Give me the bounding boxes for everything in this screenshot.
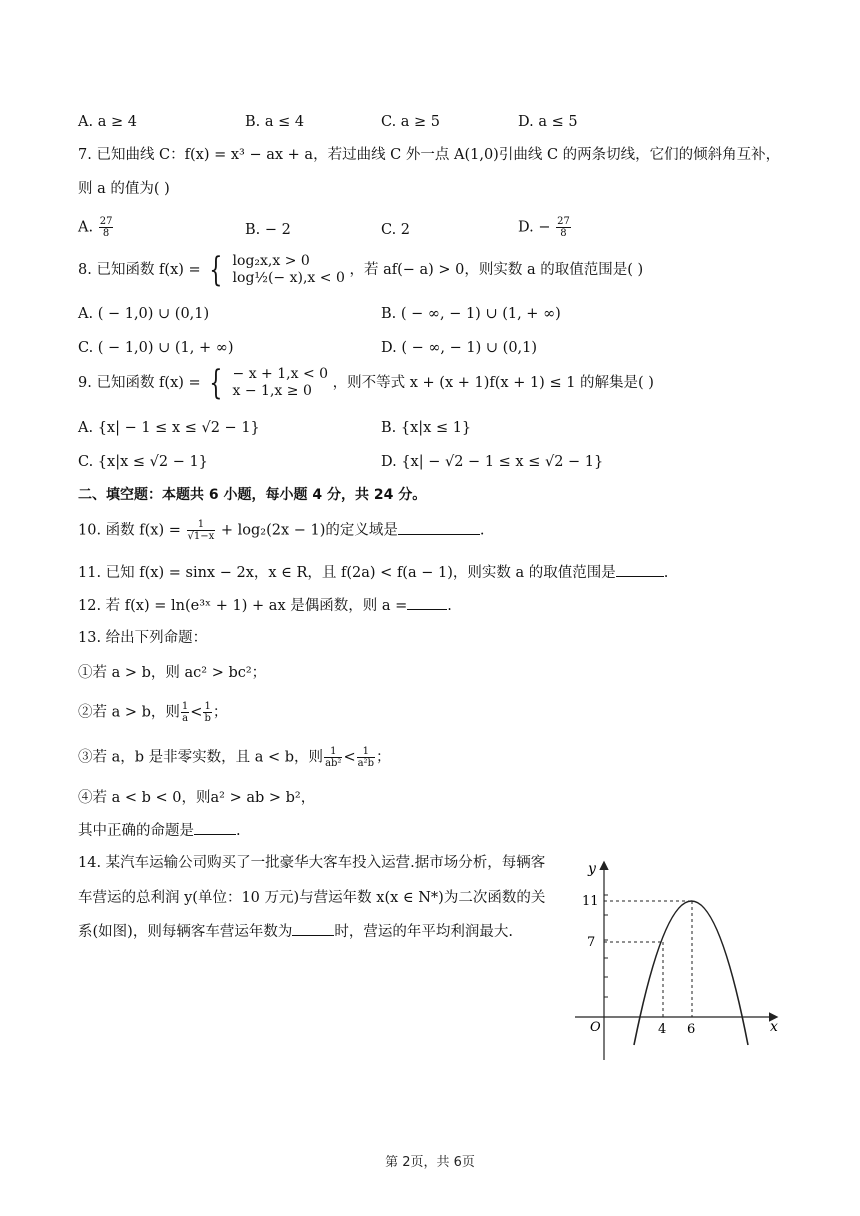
q10-answer-blank — [398, 520, 480, 535]
q13-proposition-2: ②若 a > b，则 $\frac{1}{a}$ < $\frac{1}{b}$ ； — [78, 701, 228, 724]
q7-option-d: D. − $\frac{27}{8}$ — [518, 216, 570, 239]
q8-stem: 8. 已知函数 f(x) = { log₂x,x > 0 log½(− x),x < 0 ，若 af(− a) > 0，则实数 a 的取值范围是( ) — [78, 250, 644, 290]
q8-piecewise: log₂x,x > 0 log½(− x),x < 0 — [232, 253, 345, 286]
q14-line-3: 系(如图)，则每辆客车营运年数为 时，营运的年平均利润最大. — [78, 921, 513, 942]
q10-stem: 10. 函数 f(x) = $\frac{1}{√1-x}$ + log₂(2x − 1)的定义域是 . — [78, 519, 485, 542]
q6-option-d: D. a ≤ 5 — [518, 114, 578, 130]
q11-stem: 11. 已知 f(x) = sinx − 2x，x ∈ R，且 f(2a) < f(a − 1)，则实数 a 的取值范围是 . — [78, 562, 668, 583]
q7-line-2: 则 a 的值为( ) — [78, 181, 170, 197]
q10-fraction: $\frac{1}{√1-x}$ — [187, 519, 215, 542]
q7-option-a-fraction: $\frac{27}{8}$ — [99, 216, 113, 239]
q9-piecewise: − x + 1,x < 0 x − 1,x ≥ 0 — [232, 366, 329, 399]
q9-left-brace: { — [209, 363, 223, 403]
q9-option-c: C. {x|x ≤ √2 − 1} — [78, 454, 208, 470]
q8-left-brace: { — [209, 250, 223, 290]
q6-option-b: B. a ≤ 4 — [245, 114, 305, 130]
y-tick-label-11: 11 — [582, 894, 599, 909]
q8-option-c: C. ( − 1,0) ∪ (1, + ∞) — [78, 340, 234, 356]
q13-p3-left-fraction: $\frac{1}{\text{ab²}}$ — [325, 746, 342, 769]
section-heading-fill-in: 二、填空题：本题共 6 小题，每小题 4 分，共 24 分。 — [78, 487, 427, 503]
x-tick-label-4: 4 — [658, 1022, 667, 1037]
q13-proposition-4: ④若 a < b < 0，则a² > ab > b²， — [78, 790, 316, 806]
q9-option-d: D. {x| − √2 − 1 ≤ x ≤ √2 − 1} — [381, 454, 604, 470]
page-footer: 第 2页，共 6页 — [385, 1155, 475, 1170]
q13-proposition-3: ③若 a，b 是非零实数，且 a < b，则 $\frac{1}{\text{ab²}}$ < $\frac{1}{\text{a²b}}$ ； — [78, 746, 391, 769]
q9-option-a: A. {x| − 1 ≤ x ≤ √2 − 1} — [78, 420, 260, 436]
q13-intro: 13. 给出下列命题： — [78, 630, 208, 646]
q13-p3-right-fraction: $\frac{1}{\text{a²b}}$ — [357, 746, 374, 769]
q7-option-c: C. 2 — [381, 222, 411, 238]
x-axis-label: x — [770, 1019, 778, 1035]
q13-p2-right-fraction: $\frac{1}{b}$ — [204, 701, 211, 724]
q12-stem: 12. 若 f(x) = ln(e³ˣ + 1) + ax 是偶函数，则 a = . — [78, 595, 452, 616]
q9-option-b: B. {x|x ≤ 1} — [381, 420, 472, 436]
origin-label: O — [590, 1020, 601, 1035]
q13-conclusion: 其中正确的命题是 . — [78, 820, 241, 841]
q8-option-b: B. ( − ∞, − 1) ∪ (1, + ∞) — [381, 306, 561, 322]
q14-profit-graph — [570, 855, 790, 1065]
q14-line-2: 车营运的总利润 y(单位：10 万元)与营运年数 x(x ∈ N*)为二次函数的关 — [78, 890, 546, 906]
y-axis-label: y — [588, 861, 596, 877]
x-tick-label-6: 6 — [687, 1022, 696, 1037]
q11-answer-blank — [616, 562, 664, 577]
q8-option-d: D. ( − ∞, − 1) ∪ (0,1) — [381, 340, 538, 356]
q7-option-a: A. $\frac{27}{8}$ — [78, 216, 113, 239]
q7-line-1: 7. 已知曲线 C：f(x) = x³ − ax + a，若过曲线 C 外一点 A(1,0)引曲线 C 的两条切线，它们的倾斜角互补， — [78, 147, 781, 163]
q14-answer-blank — [292, 921, 334, 936]
q12-answer-blank — [407, 595, 447, 610]
q7-option-b: B. − 2 — [245, 222, 291, 238]
q13-p2-left-fraction: $\frac{1}{a}$ — [181, 701, 189, 724]
q7-option-d-fraction: $\frac{27}{8}$ — [557, 216, 570, 239]
q9-stem: 9. 已知函数 f(x) = { − x + 1,x < 0 x − 1,x ≥ 0 ，则不等式 x + (x + 1)f(x + 1) ≤ 1 的解集是( ) — [78, 363, 654, 403]
q6-option-a: A. a ≥ 4 — [78, 114, 137, 130]
q14-line-1: 14. 某汽车运输公司购买了一批豪华大客车投入运营.据市场分析，每辆客 — [78, 855, 546, 871]
q13-answer-blank — [194, 820, 236, 835]
q6-option-c: C. a ≥ 5 — [381, 114, 441, 130]
q8-option-a: A. ( − 1,0) ∪ (0,1) — [78, 306, 210, 322]
q13-proposition-1: ①若 a > b，则 ac² > bc²； — [78, 665, 267, 681]
y-tick-label-7: 7 — [587, 935, 596, 950]
